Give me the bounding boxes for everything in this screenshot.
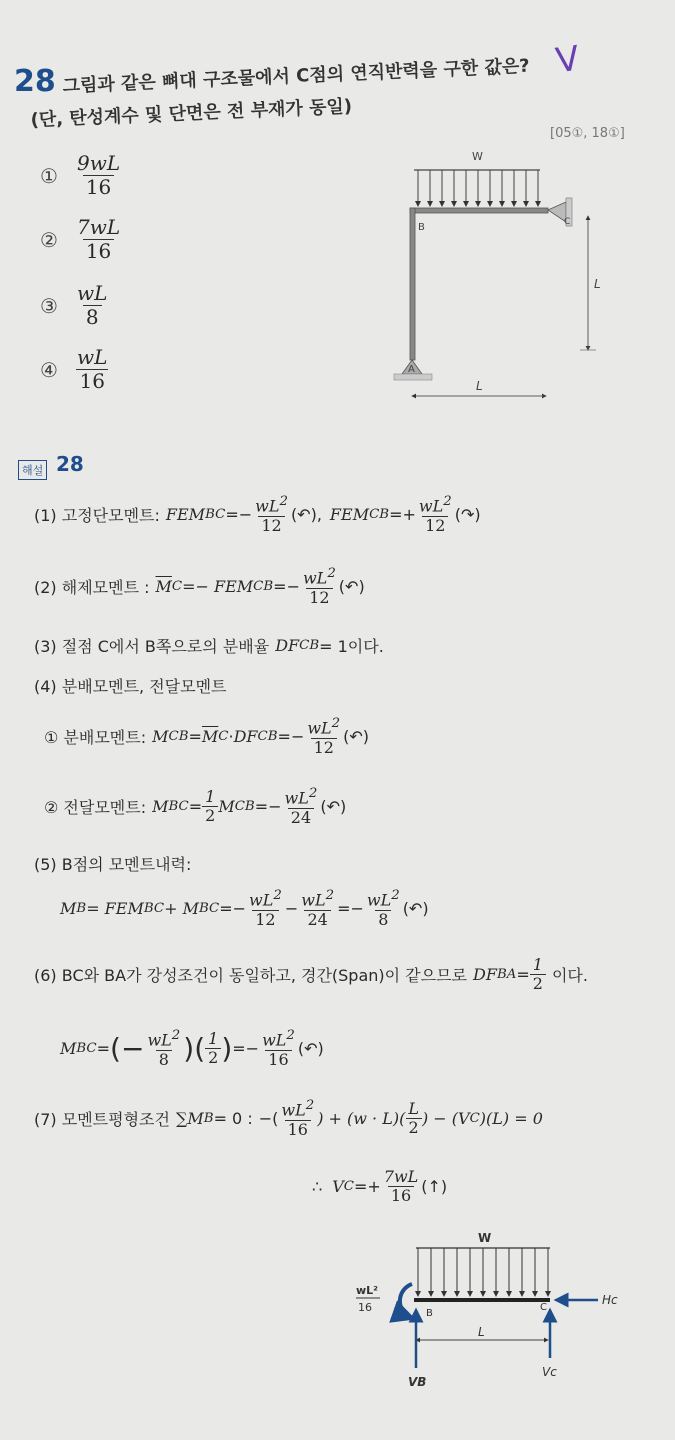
question-condition: (단, 탄성계수 및 단면은 전 부재가 동일) <box>30 95 353 131</box>
fbd-span-label: L <box>478 1325 485 1339</box>
span-label: L <box>476 379 483 393</box>
node-a-label: A <box>408 364 415 375</box>
handwritten-check-mark: V <box>553 38 582 82</box>
fbd-load-arrows <box>418 1248 548 1296</box>
step-6-distribution: (6) BC와 BA가 강성조건이 동일하고, 경간(Span)이 같으므로 DF BA = $\frac{1}{2}$ 이다. <box>34 955 588 994</box>
node-b-label: B <box>418 222 425 233</box>
question-reference: [05①, 18①] <box>550 126 625 141</box>
beam-bc <box>410 208 548 213</box>
frame-structure-figure <box>380 140 620 410</box>
option-4[interactable] <box>40 346 110 393</box>
height-label: L <box>594 277 601 291</box>
option-marker: ① <box>40 163 58 188</box>
step-3-distribution-factor: (3) 절점 C에서 B쪽으로의 분배율 DF CB = 1이다. <box>34 636 384 656</box>
step-6-equation: M BC = (− $\frac{wL^2}{8}$ ) ( $\frac{1}{2}$ ) =− $\frac{wL^2}{16}$ (↶) <box>60 1028 324 1069</box>
fbd-node-b: B <box>426 1308 433 1319</box>
step-5-equation: M B = FEM BC + M BC =− $\frac{wL^2}{12}$ − $\frac{wL^2}{24}$ =− $\frac{wL^2}{8}$ (↶) <box>60 888 429 929</box>
solution-tag: 해설 <box>18 460 47 480</box>
option-3[interactable] <box>40 282 110 329</box>
option-2[interactable] <box>40 216 123 263</box>
distributed-load-arrows <box>418 170 538 206</box>
step-5-title: (5) B점의 모멘트내력: <box>34 855 192 874</box>
step-1-fixed-end-moment: (1) 고정단모멘트: FEM BC =− $\frac{wL^2}{12}$ (↶), FEM CB =+ $\frac{wL^2}{12}$ (↷) <box>34 494 481 535</box>
fbd-moment-den: 16 <box>358 1301 372 1314</box>
fbd-moment-arrow <box>400 1284 412 1318</box>
solution-number: 28 <box>56 452 84 476</box>
option-fraction: $\frac{7wL}{16}$ <box>77 215 121 263</box>
fbd-hc-label: Hc <box>602 1293 618 1307</box>
option-fraction: $\frac{wL}{8}$ <box>77 281 108 329</box>
load-label: W <box>472 150 483 163</box>
step-7-moment-equilibrium: (7) 모멘트평형조건 ∑M B = 0 : −( $\frac{wL^2}{16}$ ) + (w · L)( $\frac{L}{2}$ ) − (V C )(L) = 0 <box>34 1098 543 1139</box>
option-marker: ② <box>40 227 58 252</box>
column-ab <box>410 208 415 360</box>
step-7-result: ∴ V C =+ $\frac{7wL}{16}$ (↑) <box>312 1167 448 1206</box>
question-text: 그림과 같은 뼈대 구조물에서 C점의 연직반력을 구한 값은? <box>62 55 531 97</box>
option-fraction: $\frac{wL}{16}$ <box>77 345 108 393</box>
step-2-release-moment: (2) 해제모멘트 : $\overline{M}$ C =− FEM CB =− $\frac{wL^2}{12}$ (↶) <box>34 566 365 607</box>
step-4a-distributed-moment: ① 분배모멘트: M CB = $\overline{M}$ C · DF CB =− $\frac{wL^2}{12}$ (↶) <box>44 716 370 757</box>
option-marker: ④ <box>40 357 58 382</box>
fbd-moment-num: wL² <box>356 1284 378 1297</box>
free-body-diagram <box>350 1228 640 1440</box>
node-c-label: C <box>564 217 571 227</box>
step-4b-carryover-moment: ② 전달모멘트: M BC = $\frac{1}{2}$ M CB =− $\frac{wL^2}{24}$ (↶) <box>44 786 347 827</box>
fbd-load-label: W <box>478 1231 492 1245</box>
fbd-beam <box>414 1298 550 1302</box>
option-1[interactable] <box>40 152 123 199</box>
fbd-vb-label: VB <box>408 1375 427 1389</box>
question-number: 28 <box>14 64 56 99</box>
option-fraction: $\frac{9wL}{16}$ <box>77 151 121 199</box>
fbd-vc-label: Vc <box>542 1365 557 1379</box>
option-marker: ③ <box>40 293 58 318</box>
step-4-title: (4) 분배모멘트, 전달모멘트 <box>34 677 227 696</box>
fbd-node-c: C <box>540 1302 547 1313</box>
